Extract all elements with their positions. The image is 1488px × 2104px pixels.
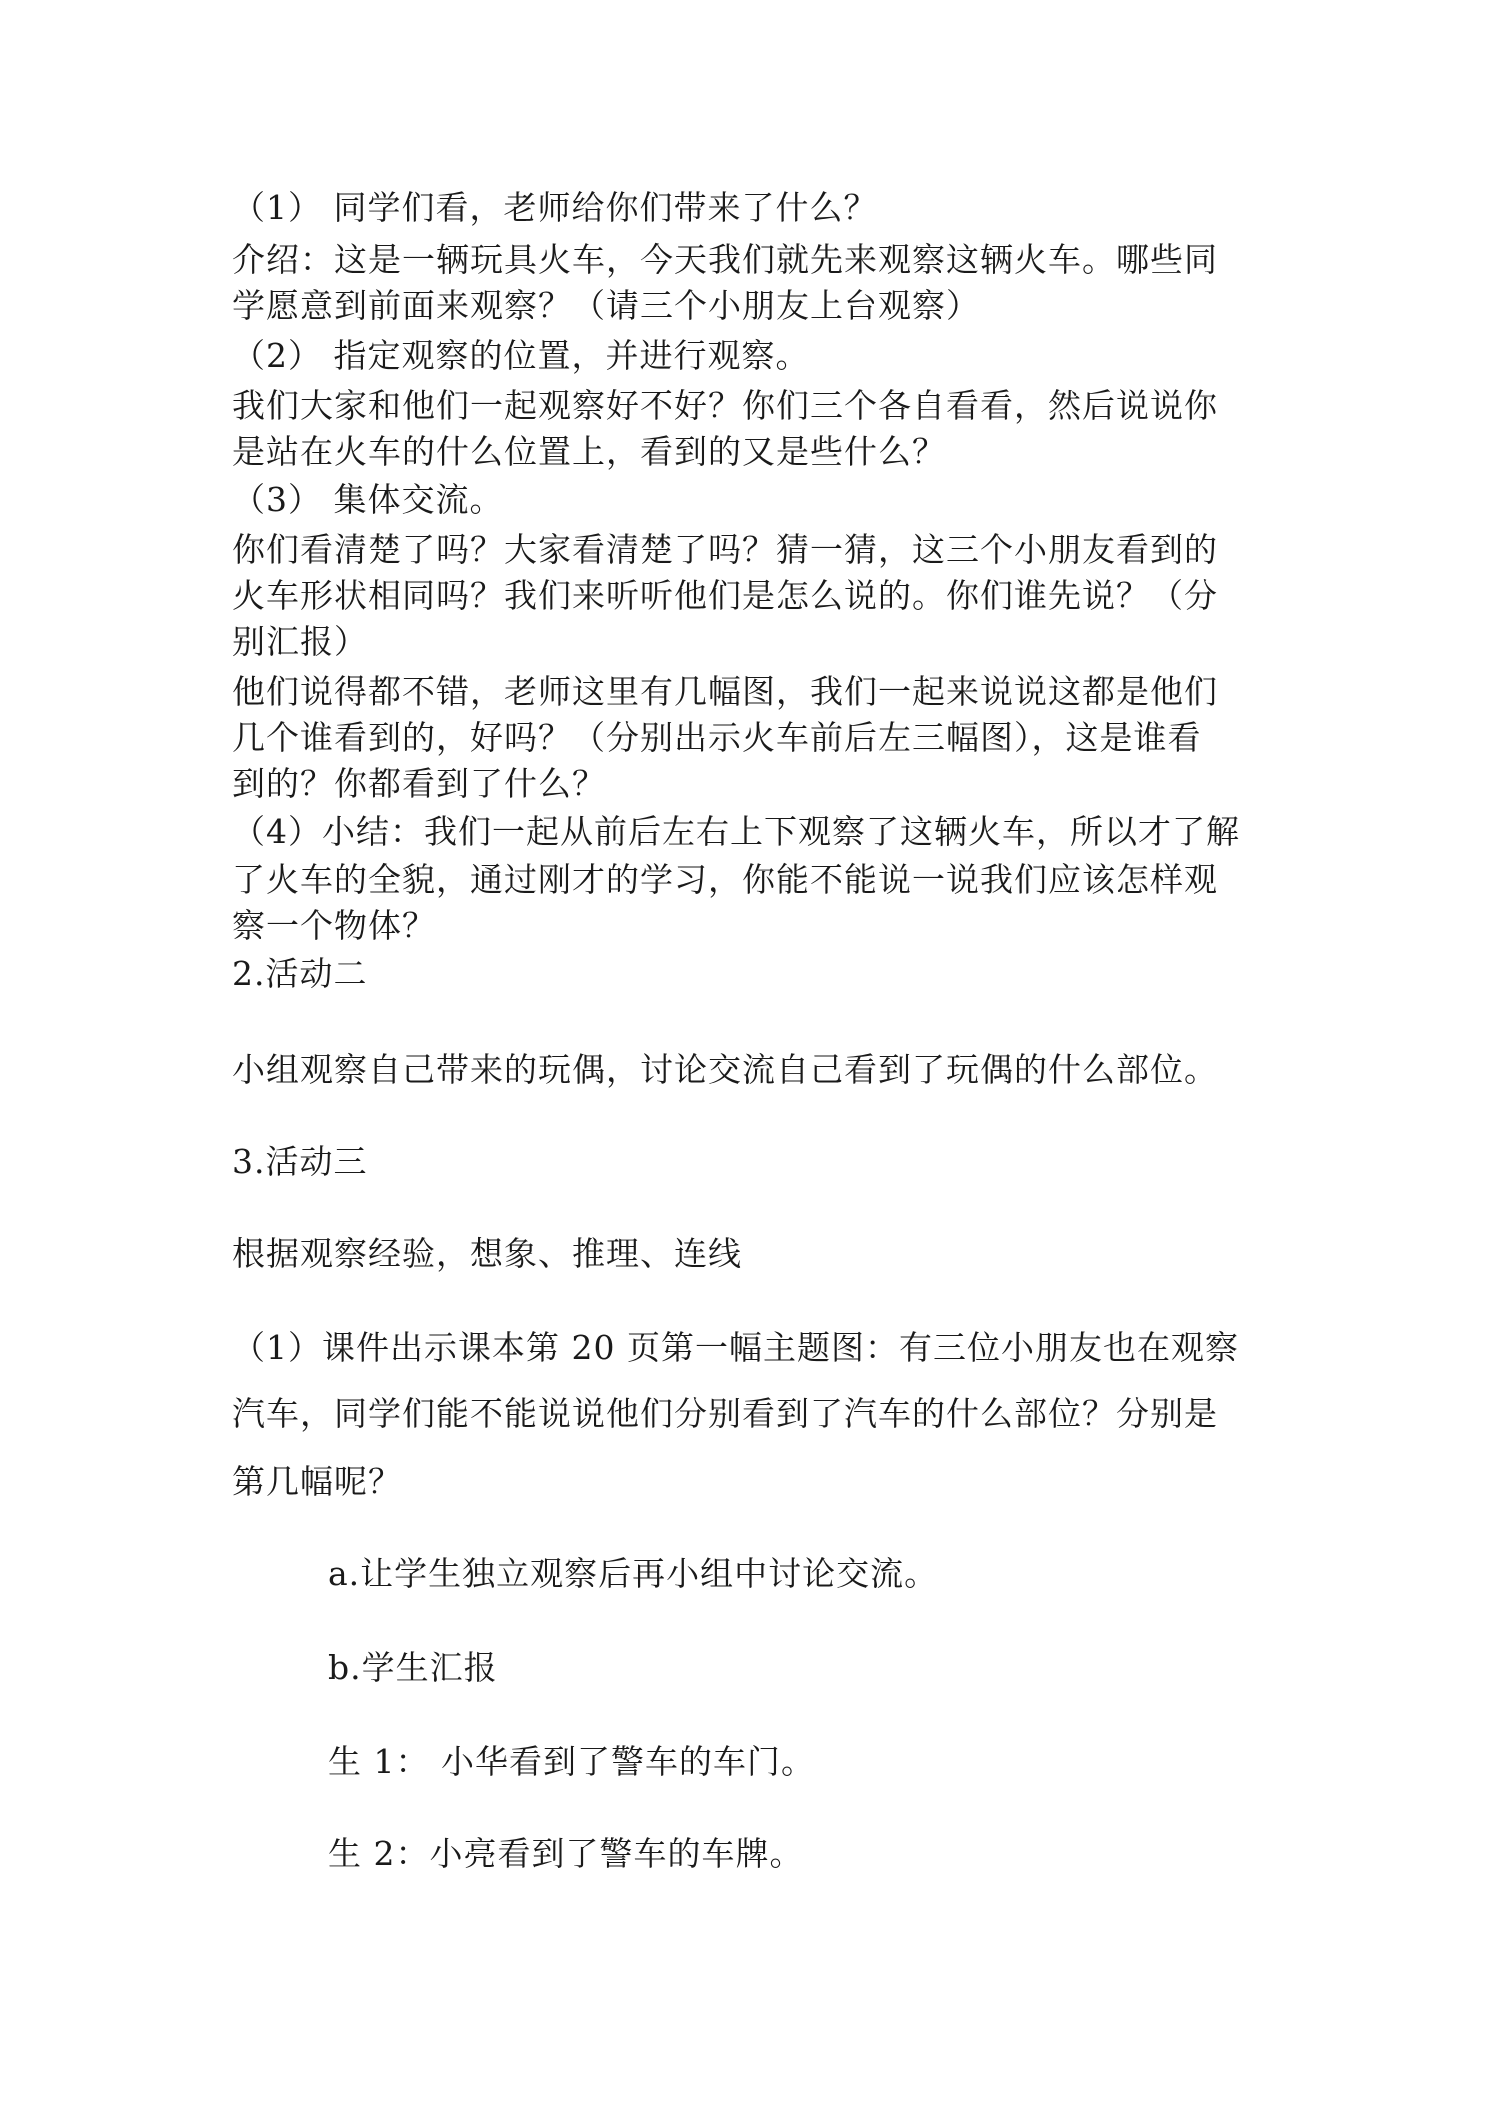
text-line: 你们看清楚了吗？大家看清楚了吗？猜一猜，这三个小朋友看到的	[232, 530, 1218, 569]
text-line: 3.活动三	[232, 1142, 368, 1181]
text-line: 火车形状相同吗？我们来听听他们是怎么说的。你们谁先说？（分	[232, 576, 1218, 615]
text-line: 小组观察自己带来的玩偶，讨论交流自己看到了玩偶的什么部位。	[232, 1050, 1218, 1089]
text-line: （2） 指定观察的位置，并进行观察。	[232, 336, 810, 375]
text-line: b.学生汇报	[328, 1648, 498, 1687]
text-line: 了火车的全貌，通过刚才的学习，你能不能说一说我们应该怎样观	[232, 860, 1218, 899]
text-line: 是站在火车的什么位置上，看到的又是些什么？	[232, 432, 946, 471]
text-line: 根据观察经验，想象、推理、连线	[232, 1234, 742, 1273]
text-line: 到的？你都看到了什么？	[232, 764, 606, 803]
text-line: 生 2：小亮看到了警车的车牌。	[328, 1834, 804, 1873]
text-line: 汽车，同学们能不能说说他们分别看到了汽车的什么部位？分别是	[232, 1394, 1218, 1433]
text-line: 我们大家和他们一起观察好不好？你们三个各自看看，然后说说你	[232, 386, 1218, 425]
text-line: 学愿意到前面来观察？（请三个小朋友上台观察）	[232, 286, 980, 325]
text-line: a.让学生独立观察后再小组中讨论交流。	[328, 1554, 939, 1593]
text-line: 生 1： 小华看到了警车的车门。	[328, 1742, 815, 1781]
text-line: 第几幅呢？	[232, 1462, 402, 1501]
text-line: （1）课件出示课本第 20 页第一幅主题图：有三位小朋友也在观察	[232, 1328, 1239, 1367]
text-line: 介绍：这是一辆玩具火车，今天我们就先来观察这辆火车。哪些同	[232, 240, 1218, 279]
text-line: 别汇报）	[232, 622, 368, 661]
text-line: （1） 同学们看，老师给你们带来了什么？	[232, 188, 878, 227]
text-line: 2.活动二	[232, 954, 368, 993]
text-line: （3） 集体交流。	[232, 480, 504, 519]
text-line: 察一个物体？	[232, 906, 436, 945]
text-line: （4）小结：我们一起从前后左右上下观察了这辆火车，所以才了解	[232, 812, 1240, 851]
text-line: 他们说得都不错，老师这里有几幅图，我们一起来说说这都是他们	[232, 672, 1218, 711]
text-line: 几个谁看到的，好吗？（分别出示火车前后左三幅图），这是谁看	[232, 718, 1202, 757]
